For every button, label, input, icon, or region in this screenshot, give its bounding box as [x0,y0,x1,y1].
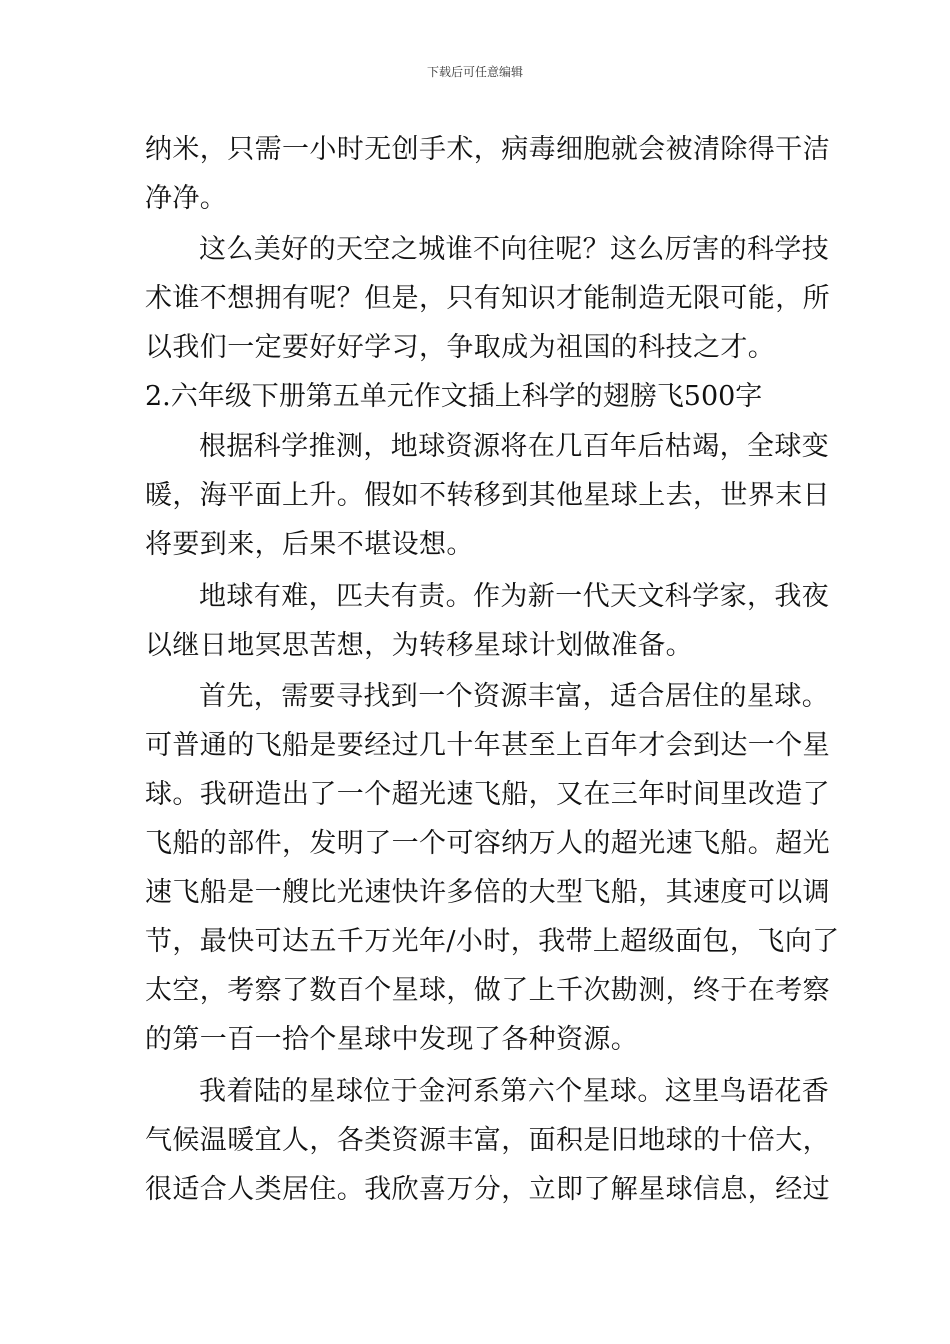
paragraph-line: 纳米，只需一小时无创手术，病毒细胞就会被清除得干洁 [145,134,830,165]
paragraph-line: 我着陆的星球位于金河系第六个星球。这里鸟语花香 [199,1076,830,1107]
paragraph-line: 将要到来，后果不堪设想。 [145,529,474,560]
paragraph-line: 根据科学推测，地球资源将在几百年后枯竭，全球变 [199,431,830,462]
paragraph-line: 净净。 [145,183,228,214]
paragraph-line: 节，最快可达五千万光年/小时，我带上超级面包，飞向了 [145,926,840,957]
paragraph-line: 很适合人类居住。我欣喜万分，立即了解星球信息，经过 [145,1174,830,1205]
paragraph-line: 可普通的飞船是要经过几十年甚至上百年才会到达一个星 [145,730,830,761]
paragraph-line: 术谁不想拥有呢？但是，只有知识才能制造无限可能，所 [145,283,830,314]
paragraph-line: 球。我研造出了一个超光速飞船，又在三年时间里改造了 [145,779,830,810]
paragraph-line: 暖，海平面上升。假如不转移到其他星球上去，世界末日 [145,480,830,511]
section-heading: 2.六年级下册第五单元作文插上科学的翅膀飞500字 [145,381,763,412]
paragraph-line: 气候温暖宜人，各类资源丰富，面积是旧地球的十倍大， [145,1125,830,1156]
paragraph-line: 地球有难，匹夫有责。作为新一代天文科学家，我夜 [199,581,830,612]
paragraph-line: 速飞船是一艘比光速快许多倍的大型飞船，其速度可以调 [145,877,830,908]
paragraph-line: 这么美好的天空之城谁不向往呢？这么厉害的科学技 [199,234,830,265]
page-header: 下载后可任意编辑 [426,65,523,79]
paragraph-line: 的第一百一拾个星球中发现了各种资源。 [145,1024,639,1055]
paragraph-line: 太空，考察了数百个星球，做了上千次勘测，终于在考察 [145,975,830,1006]
paragraph-line: 飞船的部件，发明了一个可容纳万人的超光速飞船。超光 [145,828,830,859]
paragraph-line: 以我们一定要好好学习，争取成为祖国的科技之才。 [145,332,776,363]
paragraph-line: 首先，需要寻找到一个资源丰富，适合居住的星球。 [199,681,830,712]
paragraph-line: 以继日地冥思苦想，为转移星球计划做准备。 [145,630,693,661]
